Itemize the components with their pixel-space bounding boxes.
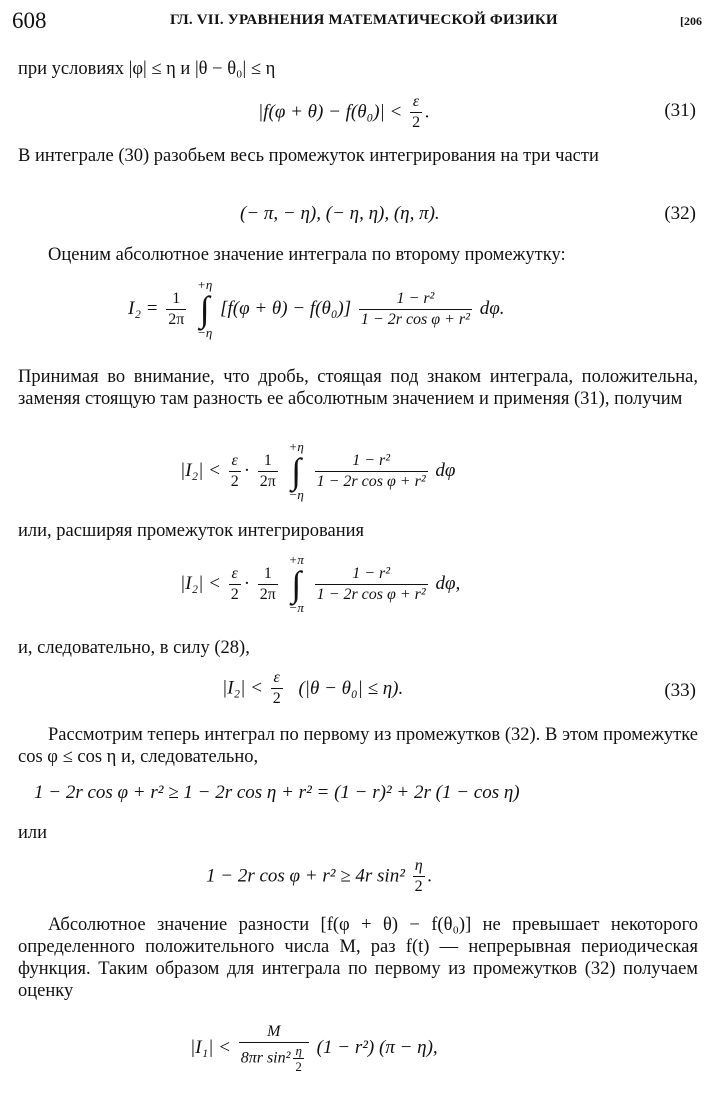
- i2-b2-integral: [289, 553, 304, 615]
- paragraph-estimate-second: [18, 244, 698, 266]
- i2-def-bracket: [f(φ + θ) − f(θ₀)]: [220, 298, 352, 319]
- i2-def-integral: [197, 278, 212, 340]
- i2-b1-const-num: 1: [258, 451, 278, 472]
- equation-number-31: (31): [664, 100, 696, 121]
- i2-b1-kernel: [315, 451, 428, 492]
- integral-sign: ∫: [199, 289, 210, 329]
- eq31-left: |f(φ + θ) − f(θ₀)| <: [258, 101, 403, 123]
- eq31-frac-den: 2: [412, 114, 421, 131]
- i2-b1-lhs: |I₂| <: [180, 460, 221, 481]
- i2-def-lhs: I₂ =: [128, 298, 159, 319]
- running-header: [12, 8, 702, 34]
- paragraph-first-interval-text: Рассмотрим теперь интеграл по первому из промежутков (32). В этом промежутке cos φ ≤ cos η и, следовательно,: [18, 725, 698, 767]
- eq33-condition: (|θ − θ₀| ≤ η).: [298, 677, 404, 699]
- i2-def-kernel-den: 1 − 2r cos φ + r²: [360, 310, 470, 328]
- i2-b2-lower-limit: −π: [288, 600, 304, 615]
- inequality-sine-fraction: [413, 856, 425, 897]
- inequality-cosine-text: 1 − 2r cos φ + r² ≥ 1 − 2r cos η + r² = (1 − r)² + 2r (1 − cos η): [34, 782, 520, 803]
- eq33-frac-num: ε: [271, 668, 283, 689]
- i2-b1-eps-den: 2: [230, 472, 239, 490]
- i2-b2-tail: dφ,: [435, 573, 461, 594]
- i2-b2-const: [258, 564, 278, 605]
- i2-b1-upper-limit: +η: [288, 439, 304, 454]
- inequality-sine-lhs: 1 − 2r cos φ + r² ≥ 4r sin²: [206, 865, 405, 887]
- i2-b1-kernel-den: 1 − 2r cos φ + r²: [316, 472, 426, 490]
- paragraph-or: или: [18, 823, 48, 843]
- i2-b1-tail: dφ: [435, 460, 456, 481]
- equation-number-32: (32): [664, 203, 696, 224]
- inequality-sine-frac-num: η: [413, 856, 425, 877]
- i1-den-sub-den: 2: [295, 1059, 302, 1074]
- paragraph-extending-interval: или, расширяя промежуток интегрирования: [18, 521, 365, 541]
- i1-lhs: |I₁| <: [190, 1037, 231, 1058]
- i2-def-kernel-num: 1 − r²: [359, 289, 472, 310]
- eq33-lhs: |I₂| <: [222, 677, 263, 699]
- eq33-fraction: [271, 668, 283, 709]
- integral-sign: ∫: [291, 564, 302, 604]
- i1-den-subfraction: [293, 1043, 304, 1074]
- i2-b2-lhs: |I₂| <: [180, 573, 221, 594]
- i1-fraction: [239, 1022, 309, 1074]
- i1-frac-den-main: 8πr sin²: [240, 1049, 291, 1067]
- i1-frac-den: [239, 1043, 309, 1074]
- eq31-fraction: [410, 92, 422, 133]
- page-number: 608: [12, 8, 47, 33]
- inequality-sine-frac-den: 2: [414, 878, 423, 895]
- i2-def-const-num: 1: [166, 289, 186, 310]
- i2-b2-kernel: [315, 564, 428, 605]
- integral-sign: ∫: [291, 451, 302, 491]
- i1-den-sub-num: η: [293, 1043, 304, 1059]
- eq32-intervals: (− π, − η), (− η, η), (η, π).: [240, 203, 440, 224]
- i2-b1-eps-num: ε: [229, 451, 241, 472]
- i2-b1-integral: [289, 440, 304, 502]
- paragraph-estimate-second-text: Оценим абсолютное значение интеграла по второму промежутку:: [48, 245, 566, 265]
- paragraph-consequently: и, следовательно, в силу (28),: [18, 638, 250, 658]
- i2-b2-upper-limit: +π: [288, 552, 304, 567]
- i2-b2-dot: ·: [243, 573, 251, 594]
- i2-b1-lower-limit: −η: [288, 487, 304, 502]
- paragraph-absolute-value-text: Абсолютное значение разности [f(φ + θ) − f(θ₀)] не превышает некоторого определенного положительного числа M, раз f(t) — непрерывная периодическая функция. Таким образом для интеграла по первому из промежутков (32) получаем оценку: [18, 915, 698, 1001]
- i2-b1-dot: ·: [243, 460, 251, 481]
- i2-def-tail: dφ.: [479, 298, 505, 319]
- equation-number-33: (33): [664, 680, 696, 701]
- i2-b2-eps-num: ε: [229, 564, 241, 585]
- i2-b1-const-den: 2π: [259, 472, 276, 490]
- chapter-title: ГЛ. VII. УРАВНЕНИЯ МАТЕМАТИЧЕСКОЙ ФИЗИКИ: [170, 12, 558, 28]
- i2-def-const-den: 2π: [168, 310, 185, 328]
- i2-b2-const-num: 1: [258, 564, 278, 585]
- i2-b1-kernel-num: 1 − r²: [315, 451, 428, 472]
- i2-b1-const: [258, 451, 278, 492]
- paragraph-first-interval: [18, 724, 698, 768]
- paragraph-taking-into-account: Принимая во внимание, что дробь, стоящая под знаком интеграла, положительна, заменяя стоящую там разность ее абсолютным значением и применяя (31), получим: [18, 367, 698, 409]
- paragraph-conditions: при условиях |φ| ≤ η и |θ − θ₀| ≤ η: [18, 59, 276, 79]
- i2-b2-eps-den: 2: [230, 585, 239, 603]
- section-number: [206: [680, 14, 702, 28]
- eq31-tail: .: [425, 101, 430, 123]
- i2-b2-kernel-num: 1 − r²: [315, 564, 428, 585]
- i1-tail: (1 − r²) (π − η),: [316, 1037, 438, 1058]
- paragraph-split-integral: В интеграле (30) разобьем весь промежуток интегрирования на три части: [18, 146, 599, 166]
- i2-def-const: [166, 289, 186, 330]
- i2-b2-eps: [229, 564, 241, 605]
- i2-b1-eps: [229, 451, 241, 492]
- i1-frac-num: M: [239, 1022, 309, 1043]
- i2-b2-const-den: 2π: [259, 585, 276, 603]
- i2-def-upper-limit: +η: [197, 277, 213, 292]
- i2-def-lower-limit: −η: [197, 325, 213, 340]
- inequality-sine-tail: .: [427, 865, 433, 887]
- i2-b2-kernel-den: 1 − 2r cos φ + r²: [316, 585, 426, 603]
- eq31-frac-num: ε: [410, 92, 422, 113]
- i2-def-kernel: [359, 289, 472, 330]
- paragraph-absolute-value: [18, 914, 698, 1002]
- eq33-frac-den: 2: [272, 690, 281, 707]
